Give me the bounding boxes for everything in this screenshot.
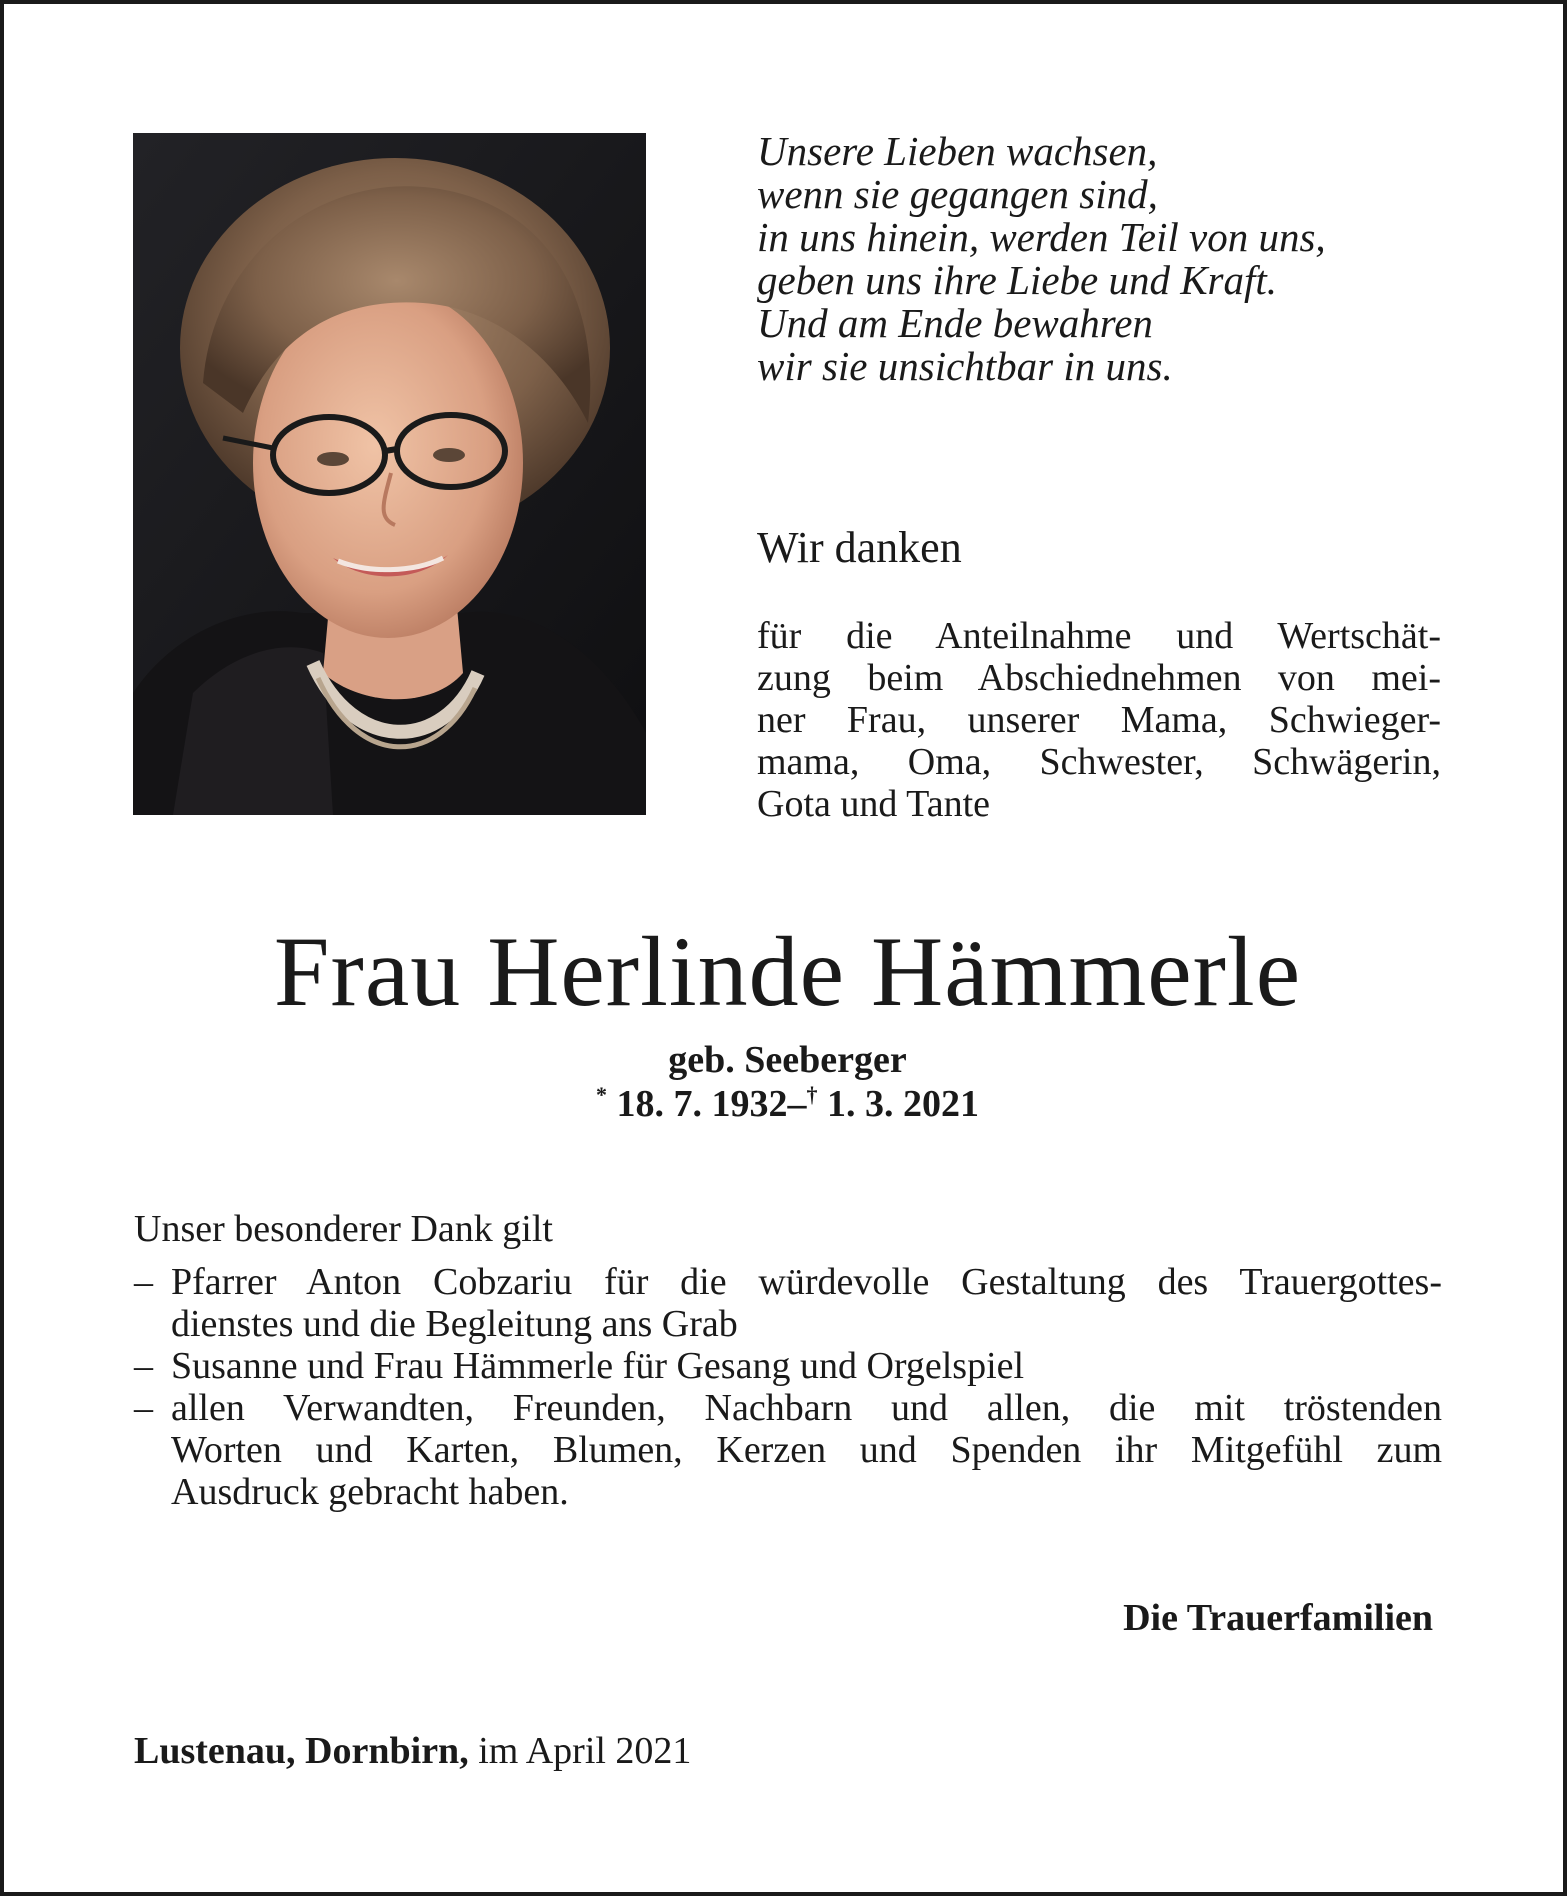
poem-line: wir sie unsichtbar in uns. [757,343,1173,389]
thanks-line: Gota und Tante [757,783,991,825]
date-separator: – [787,1083,807,1125]
place: Lustenau, Dornbirn, [134,1730,469,1772]
dash-bullet: – [134,1345,153,1387]
poem-line: Unsere Lieben wachsen, [757,128,1158,174]
list-item-line: dienstes und die Begleitung ans Grab [171,1303,738,1345]
list-item-line: Ausdruck gebracht haben. [171,1471,569,1513]
birth-name: geb. Seeberger [668,1039,907,1081]
birth-symbol: * [596,1082,607,1107]
poem-line: geben uns ihre Liebe und Kraft. [757,257,1278,303]
list-item-line: allen Verwandten, Freunden, Nachbarn und allen, die mit tröstenden [171,1387,1442,1429]
thanks-line: mama, Oma, Schwester, Schwägerin, [757,741,1441,783]
death-symbol: † [806,1082,818,1107]
death-date: 1. 3. 2021 [827,1083,979,1125]
deceased-name: Frau Herlinde Hämmerle [273,916,1302,1027]
place-date-line [134,1729,691,1773]
poem-line: wenn sie gegangen sind, [757,171,1158,217]
signature: Die Trauerfamilien [1123,1597,1433,1639]
special-thanks-list [134,1261,1442,1513]
list-item [134,1345,1442,1387]
memorial-poem [757,130,1477,388]
poem-line: in uns hinein, werden Teil von uns, [757,214,1326,260]
birth-date: 18. 7. 1932 [616,1083,788,1125]
thanks-line: zung beim Abschiednehmen von mei- [757,657,1441,699]
dash-bullet: – [134,1387,153,1429]
list-item-line: Worten und Karten, Blumen, Kerzen und Spenden ihr Mitgefühl zum [171,1429,1442,1471]
list-item-line: Pfarrer Anton Cobzariu für die würdevolle Gestaltung des Trauergottes- [171,1261,1442,1303]
dash-bullet: – [134,1261,153,1303]
life-dates [4,1083,1567,1125]
thanks-heading: Wir danken [757,523,962,572]
portrait-photo [133,133,646,815]
special-thanks-heading: Unser besonderer Dank gilt [134,1208,553,1250]
thanks-line: ner Frau, unserer Mama, Schwieger- [757,699,1441,741]
portrait-illustration [133,133,646,815]
date: im April 2021 [478,1730,692,1772]
list-item [134,1261,1442,1345]
list-item [134,1387,1442,1513]
thanks-paragraph [757,615,1441,825]
poem-line: Und am Ende bewahren [757,300,1153,346]
thanks-line: für die Anteilnahme und Wertschät- [757,615,1441,657]
list-item-line: Susanne und Frau Hämmerle für Gesang und Orgelspiel [171,1345,1025,1387]
